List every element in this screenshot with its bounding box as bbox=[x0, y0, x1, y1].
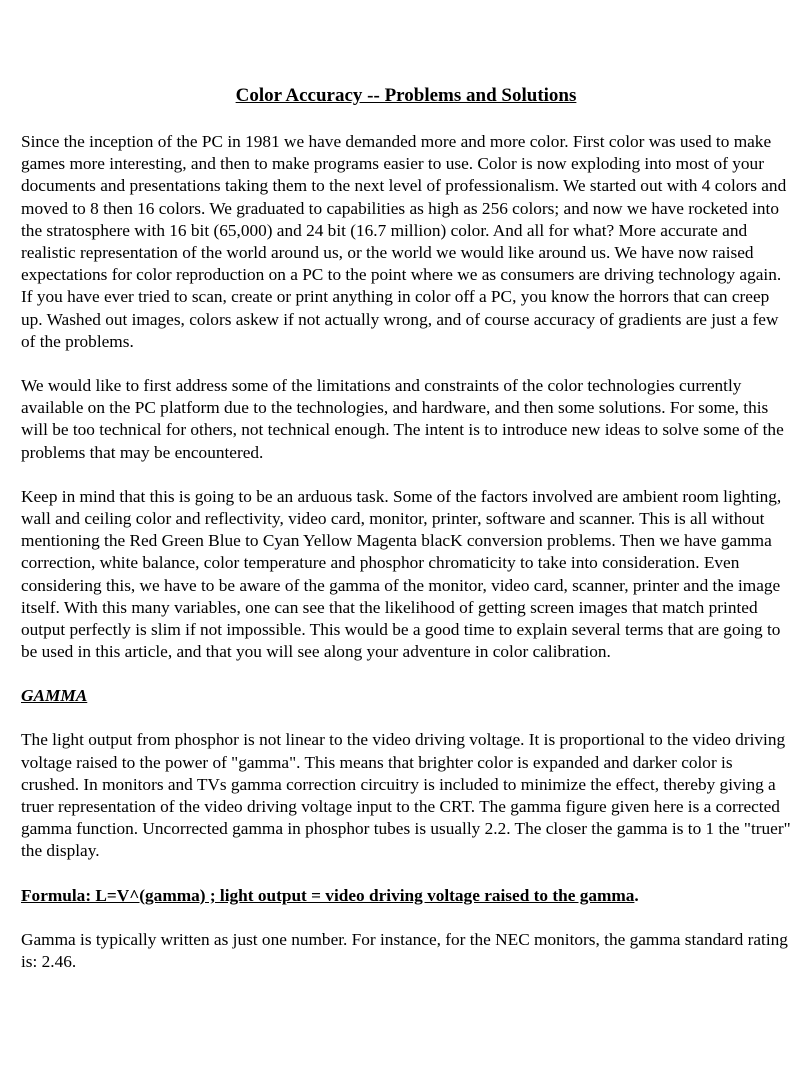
paragraph-gamma-rating: Gamma is typically written as just one number. For instance, for the NEC monitors, the gamma standard rating is: 2.46. bbox=[21, 929, 788, 971]
document-page bbox=[21, 84, 791, 973]
formula-line bbox=[21, 885, 791, 907]
section-heading-gamma: GAMMA bbox=[21, 686, 88, 706]
paragraph-limitations: We would like to first address some of the limitations and constraints of the color technologies currently available on the PC platform due to the technologies, and hardware, and then some solutions. For some, this will be too technical for others, not technical enough. The intent is to introduce new ideas to solve some of the problems that may be encountered. bbox=[21, 376, 784, 462]
formula-period: . bbox=[634, 885, 639, 905]
paragraph-gamma: The light output from phosphor is not linear to the video driving voltage. It is proportional to the video driving voltage raised to the power of "gamma". This means that brighter color is expanded and darker color is crushed. In monitors and TVs gamma correction circuitry is included to minimize the effect, thereby giving a truer representation of the video driving voltage input to the CRT. The gamma figure given here is a corrected gamma function. Uncorrected gamma in phosphor tubes is usually 2.2. The closer the gamma is to 1 the "truer" the display. bbox=[21, 730, 791, 861]
formula-text: Formula: L=V^(gamma) ; light output = video driving voltage raised to the gamma bbox=[21, 885, 635, 905]
document-title: Color Accuracy -- Problems and Solutions bbox=[235, 85, 577, 106]
paragraph-factors: Keep in mind that this is going to be an arduous task. Some of the factors involved are ambient room lighting, wall and ceiling color and reflectivity, video card, monitor, printer, software and scanner. This is all without mentioning the Red Green Blue to Cyan Yellow Magenta blacK conversion problems. Then we have gamma correction, white balance, color temperature and phosphor chromaticity to take into consideration. Even considering this, we have to be aware of the gamma of the monitor, video card, scanner, printer and the image itself. With this many variables, one can see that the likelihood of getting screen images that match printed output perfectly is slim if not impossible. This would be a good time to explain several terms that are going to be used in this article, and that you will see along your adventure in color calibration. bbox=[21, 486, 782, 662]
paragraph-intro: Since the inception of the PC in 1981 we have demanded more and more color. First color was used to make games more interesting, and then to make programs easier to use. Color is now exploding into most of your documents and presentations taking them to the next level of professionalism. We started out with 4 colors and moved to 8 then 16 colors. We graduated to capabilities as high as 256 colors; and now we have rocketed into the stratosphere with 16 bit (65,000) and 24 bit (16.7 million) color. And all for what? More accurate and realistic representation of the world around us, or the world we would like around us. We have now raised expectations for color reproduction on a PC to the point where we as consumers are driving technology again. If you have ever tried to scan, create or print anything in color off a PC, you know the horrors that can creep up. Washed out images, colors askew if not actually wrong, and of course accuracy of gradients are just a few of the problems. bbox=[21, 132, 787, 351]
